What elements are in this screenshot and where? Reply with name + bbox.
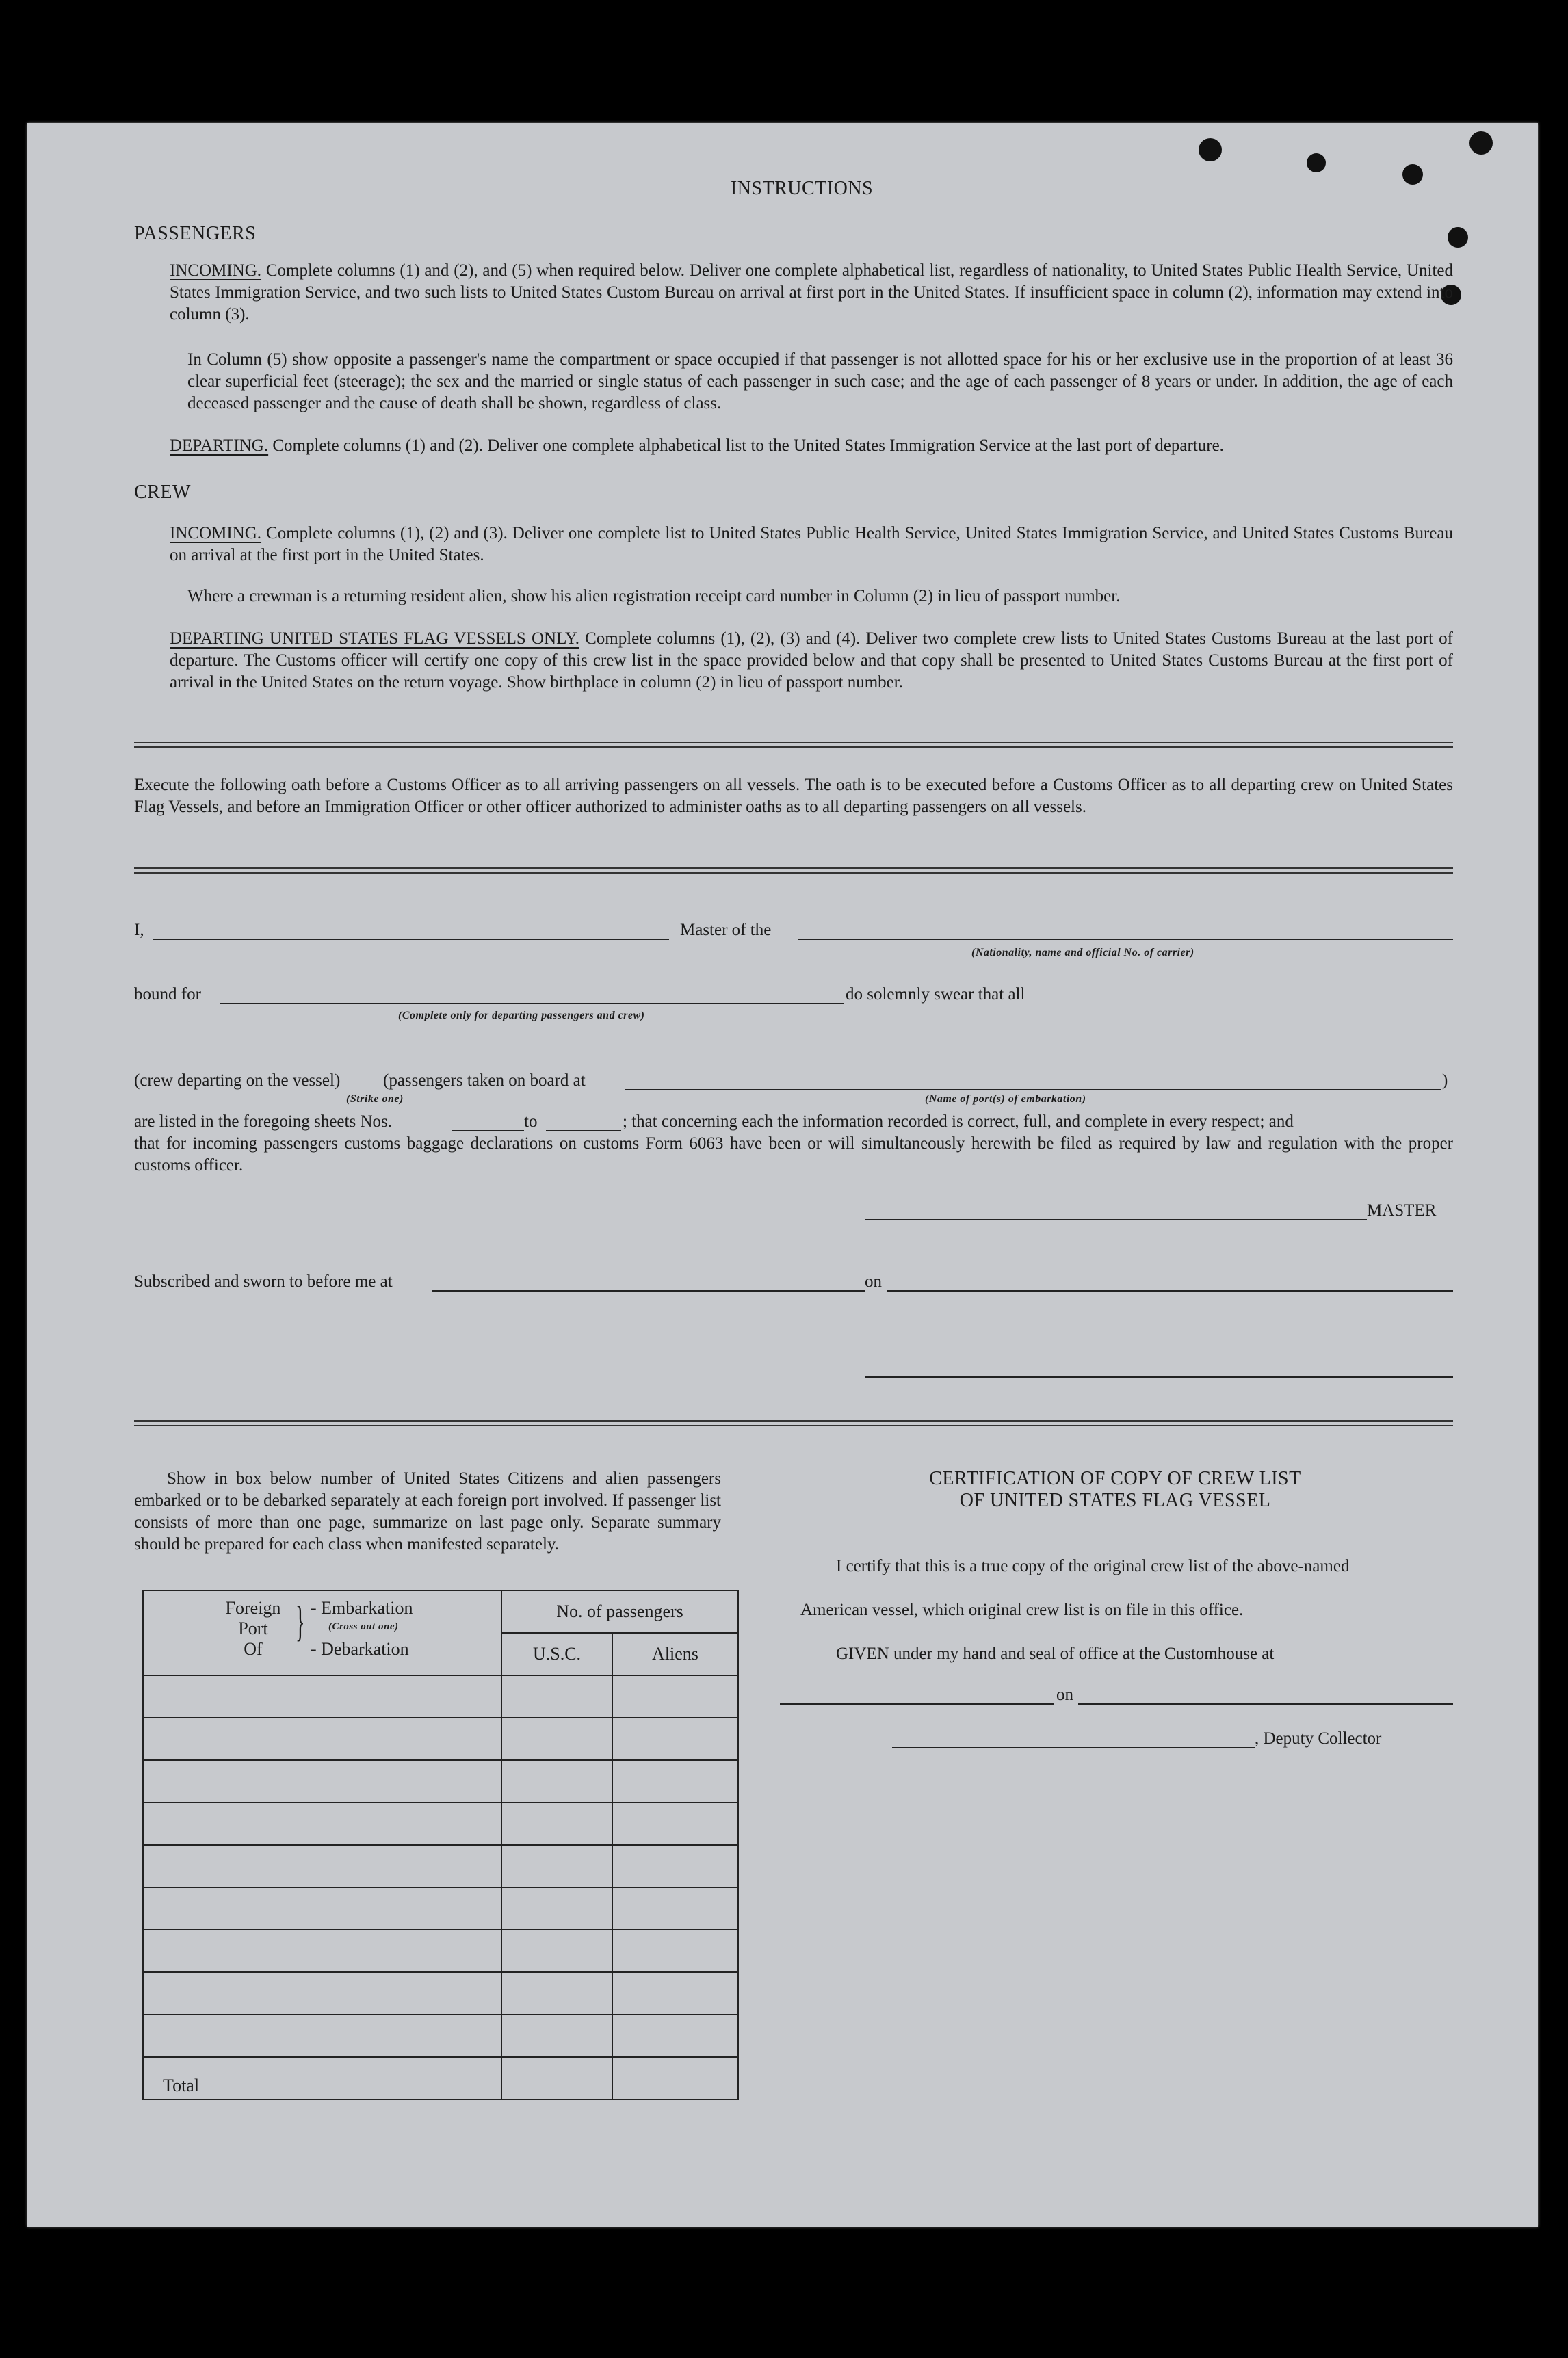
certification-title-1: CERTIFICATION OF COPY OF CREW LIST [929, 1468, 1301, 1489]
crew-departing-paragraph [170, 628, 1453, 694]
instructions-title: INSTRUCTIONS [730, 178, 874, 199]
crew-departing-option[interactable]: (crew departing on the vessel) [134, 1071, 341, 1090]
crew-departing-label: DEPARTING UNITED STATES FLAG VESSELS ONLY. [170, 629, 579, 648]
table-row [143, 1675, 738, 1718]
port-label: Port [238, 1619, 268, 1638]
certify-text-a: I certify that this is a true copy of the original crew list of the above-named [836, 1557, 1350, 1575]
table-row [143, 1930, 738, 1972]
master-label: MASTER [1367, 1201, 1437, 1220]
punch-hole [1469, 131, 1493, 155]
sheet-from-field[interactable] [452, 1130, 524, 1131]
section-divider [134, 867, 1453, 874]
subscribed-date-field[interactable] [887, 1290, 1453, 1292]
master-name-field[interactable] [153, 939, 669, 940]
usc-header: U.S.C. [501, 1633, 612, 1675]
brace-icon: } [296, 1599, 305, 1645]
crew-heading: CREW [134, 482, 191, 503]
table-row [143, 1718, 738, 1760]
total-row [143, 2057, 738, 2099]
passengers-incoming-paragraph [170, 260, 1453, 326]
subscribed-label: Subscribed and sworn to before me at [134, 1272, 393, 1291]
passenger-summary-table [142, 1590, 739, 2100]
summary-instructions: Show in box below number of United States Citizens and alien passengers embarked or to be debarked separately at each foreign port involved. If passenger list consists of more than one page, summarize on last page only. Separate summary should be prepared for each class when manifested separately. [134, 1469, 721, 1554]
table-row [143, 1845, 738, 1887]
embarkation-port-field[interactable] [625, 1089, 1441, 1090]
certification-title-2: OF UNITED STATES FLAG VESSEL [959, 1490, 1271, 1511]
embarkation-label: - Embarkation [311, 1598, 413, 1618]
passengers-departing-paragraph [170, 435, 1453, 457]
table-row [143, 1972, 738, 2015]
section-divider [134, 1420, 1453, 1426]
oath-intro: Execute the following oath before a Customs Officer as to all arriving passengers on all vessels. The oath is to be executed before a Customs Officer as to all departing crew on United States Flag Vessels, and before an Immigration Officer or other officer authorized to administer oaths as to all departing passengers on all vessels. [134, 776, 1453, 816]
table-row [143, 1887, 738, 1930]
nationality-caption: (Nationality, name and official No. of carrier) [971, 947, 1194, 958]
passengers-heading: PASSENGERS [134, 223, 257, 244]
cross-out-caption: (Cross out one) [328, 1621, 399, 1632]
crew-incoming-text: Complete columns (1), (2) and (3). Deliver one complete list to United States Public Health Service, United States Immigration Service, and United States Customs Bureau on arrival at the first port in the United States. [170, 524, 1453, 564]
incoming-text: Complete columns (1) and (2), and (5) when required below. Deliver one complete alphabetical list, regardless of nationality, to United States Public Health Service, United States Immigration Service, and two such lists to United States Custom Bureau on arrival at first port in the United States. If insufficient space in column (2), information may extend into column (3). [170, 261, 1454, 324]
sheet-to-field[interactable] [546, 1130, 621, 1131]
punch-hole [1199, 138, 1222, 161]
bound-for-field[interactable] [220, 1003, 844, 1004]
of-label: Of [244, 1639, 263, 1659]
bound-for-label: bound for [134, 985, 201, 1004]
aliens-header: Aliens [612, 1633, 738, 1675]
no-passengers-header: No. of passengers [501, 1590, 738, 1633]
certify-text-b: American vessel, which original crew list is on file in this office. [800, 1601, 1244, 1619]
swear-text: do solemnly swear that all [846, 985, 1025, 1004]
column5-paragraph: In Column (5) show opposite a passenger's name the compartment or space occupied if that passenger is not allotted space for his or her exclusive use in the proportion of at least 36 clear superficial feet (steerage); the sex and the married or single status of each passenger in such case; and the age of each passenger of 8 years or under. In addition, the age of each deceased passenger and the cause of death shall be shown, regardless of class. [187, 350, 1453, 412]
incoming-label: INCOMING. [170, 261, 262, 280]
crew-incoming-label: INCOMING. [170, 524, 262, 542]
total-label: Total [143, 2057, 501, 2099]
punch-hole [1307, 153, 1326, 172]
table-row [143, 2015, 738, 2057]
master-of-label: Master of the [680, 921, 772, 939]
port-caption: (Name of port(s) of embarkation) [925, 1093, 1086, 1105]
customhouse-field[interactable] [780, 1703, 1054, 1705]
resident-alien-paragraph: Where a crewman is a returning resident alien, show his alien registration receipt card number in Column (2) in lieu of passport number. [187, 587, 1121, 605]
form-page [27, 123, 1538, 2227]
officer-signature-field[interactable] [865, 1376, 1453, 1378]
strike-one-caption: (Strike one) [346, 1093, 404, 1105]
section-divider [134, 742, 1453, 748]
subscribed-place-field[interactable] [432, 1290, 865, 1292]
subscribed-on-label: on [865, 1272, 882, 1291]
deputy-signature-field[interactable] [892, 1747, 1255, 1748]
listed-text-a: are listed in the foregoing sheets Nos. [134, 1112, 392, 1131]
departing-text: Complete columns (1) and (2). Deliver one complete alphabetical list to the United States Immigration Service at the last port of departure. [272, 436, 1224, 455]
foreign-label: Foreign [225, 1598, 281, 1618]
certification-date-field[interactable] [1078, 1703, 1453, 1705]
table-row [143, 1760, 738, 1803]
debarkation-label: - Debarkation [311, 1639, 409, 1659]
given-text: GIVEN under my hand and seal of office at the Customhouse at [836, 1645, 1275, 1663]
listed-to: to [524, 1112, 538, 1131]
passengers-taken-option[interactable]: (passengers taken on board at [383, 1071, 586, 1090]
crew-incoming-paragraph [170, 523, 1453, 566]
listed-text-b: ; that concerning each the information recorded is correct, full, and complete in every respect; and [623, 1112, 1294, 1131]
master-signature-field[interactable] [865, 1219, 1367, 1220]
carrier-field[interactable] [798, 939, 1453, 940]
departing-label: DEPARTING. [170, 436, 269, 455]
listed-text-c: that for incoming passengers customs baggage declarations on customs Form 6063 have been or will simultaneously herewith be filed as required by law and regulation with the proper customs officer. [134, 1134, 1453, 1175]
foreign-port-header [143, 1590, 501, 1675]
punch-hole [1448, 227, 1468, 248]
close-paren: ) [1442, 1071, 1448, 1090]
oath-i-label: I, [134, 921, 144, 939]
table-row [143, 1803, 738, 1845]
bound-caption: (Complete only for departing passengers and crew) [398, 1010, 645, 1021]
crew-departing-text: Complete columns (1), (2), (3) and (4). Deliver two complete crew lists to United States Customs Bureau at the last port of departure. The Customs officer will certify one copy of this crew list in the space provided below and that copy shall be presented to United States Customs Bureau at the first port of arrival in the United States on the return voyage. Show birthplace in column (2) in lieu of passport number. [170, 629, 1453, 692]
certification-on-label: on [1056, 1686, 1073, 1704]
deputy-collector-label: , Deputy Collector [1255, 1729, 1382, 1748]
